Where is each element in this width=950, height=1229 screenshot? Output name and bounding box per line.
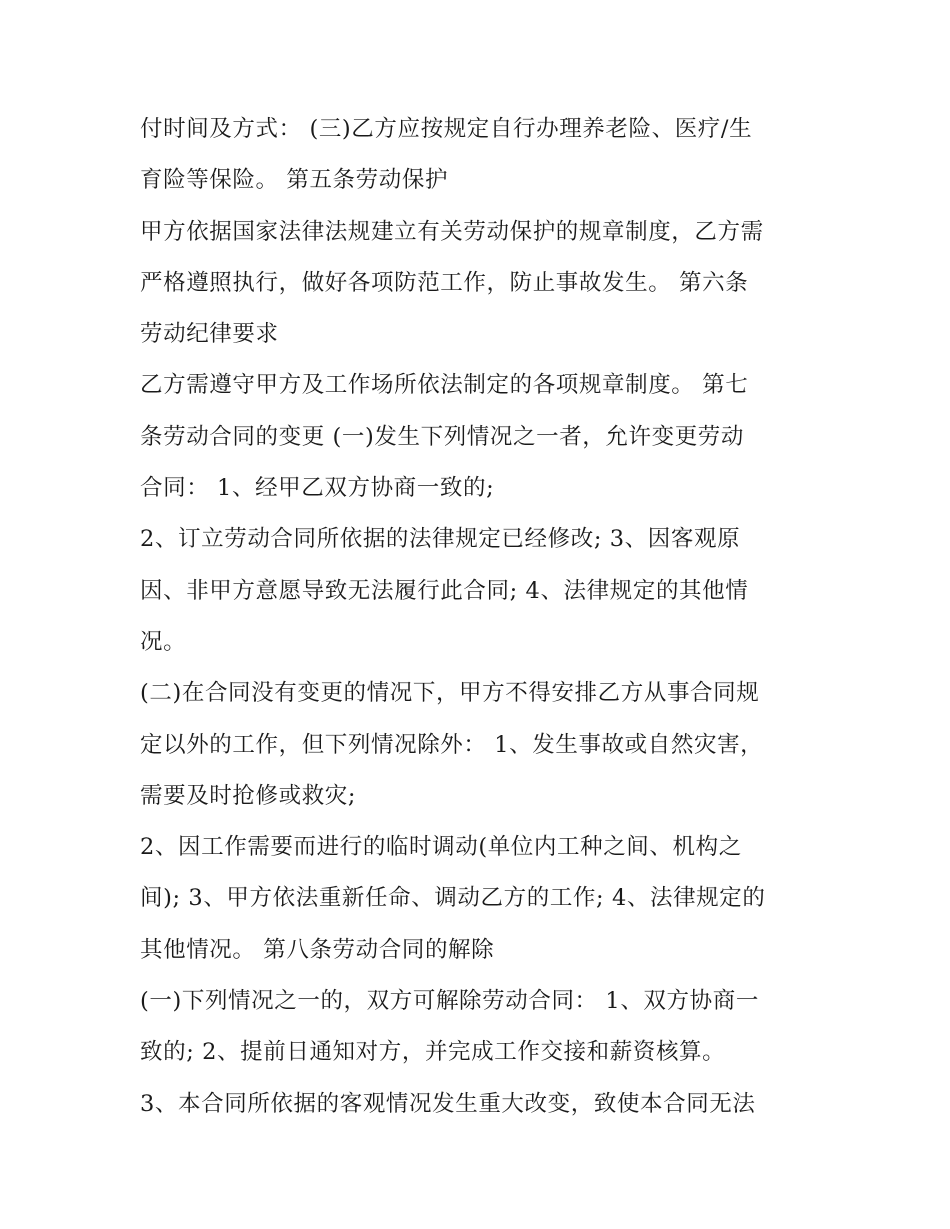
text-line: 况。	[140, 628, 187, 655]
text-line: 育险等保险。 第五条劳动保护	[140, 167, 449, 194]
text-line: (二)在合同没有变更的情况下，甲方不得安排乙方从事合同规	[140, 680, 760, 707]
text-line: 2、因工作需要而进行的临时调动(单位内工种之间、机构之	[140, 834, 742, 861]
text-line: 间); 3、甲方依法重新任命、调动乙方的工作; 4、法律规定的	[140, 885, 766, 912]
text-line: 2、订立劳动合同所依据的法律规定已经修改; 3、因客观原	[140, 526, 741, 553]
document-body	[140, 104, 820, 1130]
text-line: 劳动纪律要求	[140, 321, 279, 348]
text-line: 3、本合同所依据的客观情况发生重大改变，致使本合同无法	[140, 1090, 756, 1117]
text-line: 甲方依据国家法律法规建立有关劳动保护的规章制度，乙方需	[140, 218, 764, 245]
text-line: 需要及时抢修或救灾;	[140, 782, 357, 809]
text-line: 其他情况。 第八条劳动合同的解除	[140, 936, 495, 963]
text-line: 乙方需遵守甲方及工作场所依法制定的各项规章制度。 第七	[140, 372, 749, 399]
text-line: 合同： 1、经甲乙双方协商一致的;	[140, 475, 495, 502]
text-line: (一)下列情况之一的，双方可解除劳动合同： 1、双方协商一	[140, 988, 759, 1015]
text-line: 致的; 2、提前日通知对方，并完成工作交接和薪资核算。	[140, 1039, 726, 1066]
text-line: 严格遵照执行，做好各项防范工作，防止事故发生。 第六条	[140, 269, 749, 296]
text-line: 条劳动合同的变更 (一)发生下列情况之一者，允许变更劳动	[140, 423, 745, 450]
text-line: 付时间及方式： (三)乙方应按规定自行办理养老险、医疗/生	[140, 116, 753, 142]
text-line: 定以外的工作，但下列情况除外： 1、发生事故或自然灾害，	[140, 731, 764, 758]
text-line: 因、非甲方意愿导致无法履行此合同; 4、法律规定的其他情	[140, 577, 749, 604]
